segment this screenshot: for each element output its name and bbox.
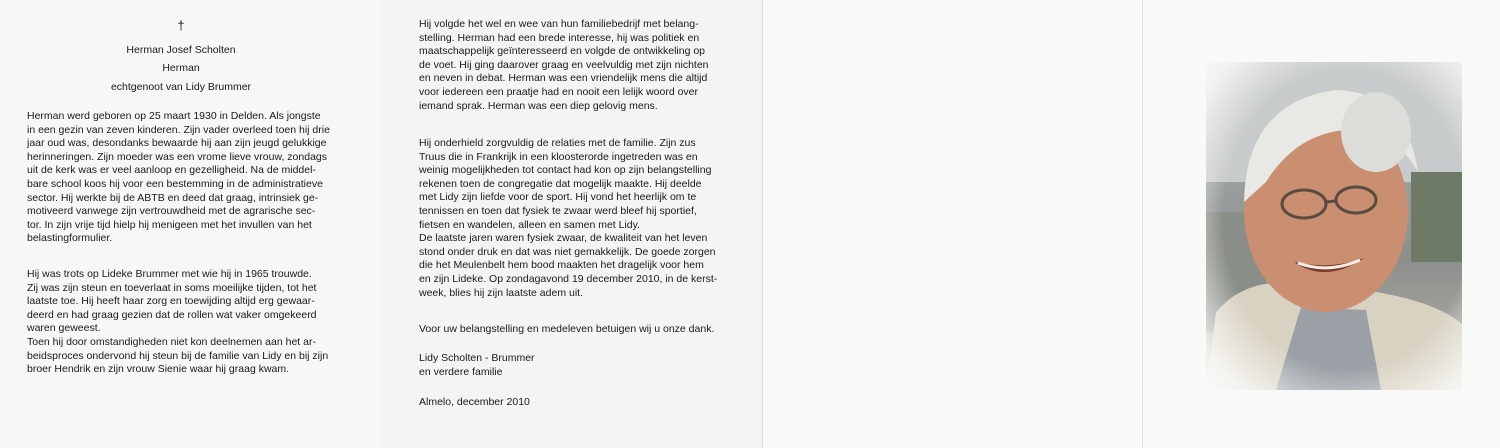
text-line: voor iedereen een praatje had en nooit een lelijk woord over xyxy=(419,85,699,98)
text-line: beidsproces ondervond hij steun bij de familie van Lidy en bij zijn xyxy=(27,349,329,362)
biography-paragraph-3 xyxy=(419,18,731,113)
spouse-line: echtgenoot van Lidy Brummer xyxy=(110,81,252,93)
text-line: waren geweest. xyxy=(27,322,101,335)
text-line: herinneringen. Zijn moeder was een vrome lieve vrouw, zondags xyxy=(27,150,327,163)
signature-line: Lidy Scholten - Brummer xyxy=(419,352,535,364)
text-line: Hij volgde het wel en wee van hun familiebedrijf met belang- xyxy=(419,18,699,30)
text-line: Zij was zijn steun en toeverlaat in soms moeilijke tijden, tot het xyxy=(27,281,317,294)
text-line: en zijn Lideke. Op zondagavond 19 december 2010, in de kerst- xyxy=(419,272,718,285)
text-line: rekenen toen de congregatie dat mogelijk maakte. Hij deelde xyxy=(419,177,702,190)
text-line: Toen hij door omstandigheden niet kon deelnemen aan het ar- xyxy=(27,335,316,348)
text-line: deerd en had graag gezien dat de rollen wat vaker omgekeerd xyxy=(27,308,317,321)
text-line: broer Hendrik en zijn vrouw Sienie waar hij graag kwam. xyxy=(27,363,290,376)
text-line: maatschappelijk geïnteresseerd en volgde de ontwikkeling op xyxy=(419,45,706,58)
text-line: iemand sprak. Herman was een diep gelovig mens. xyxy=(419,99,658,112)
text-line: de voet. Hij ging daarover graag en veelvuldig met zijn nichten xyxy=(419,58,709,71)
fold-line xyxy=(762,0,763,448)
text-line: uit de kerk was er veel aanloop en gezelligheid. Na de middel- xyxy=(27,164,316,177)
text-line: met Lidy zijn liefde voor de sport. Hij vond het heerlijk om te xyxy=(419,191,697,204)
text-line: fietsen en wandelen, alleen en samen met Lidy. xyxy=(419,218,641,231)
text-line: De laatste jaren waren fysiek zwaar, de kwaliteit van het leven xyxy=(419,232,708,245)
biography-paragraph-1 xyxy=(27,110,365,246)
text-line: laatste toe. Hij heeft haar zorg en toewijding altijd erg gewaar- xyxy=(27,295,315,308)
photo-vignette xyxy=(1206,62,1462,390)
biography-paragraph-2 xyxy=(27,268,365,377)
text-line: motiveerd vanwege zijn vertrouwdheid met de agrarische sec- xyxy=(27,205,316,218)
text-line: in een gezin van zeven kinderen. Zijn vader overleed toen hij drie xyxy=(27,123,330,136)
portrait-photo xyxy=(1206,62,1462,390)
thanks-text: Voor uw belangstelling en medeleven betuigen wij u onze dank. xyxy=(419,323,715,335)
signature-line: en verdere familie xyxy=(419,365,503,378)
text-line: weinig mogelijkheden tot contact had kon op zijn belangstelling xyxy=(419,164,712,177)
text-line: en neven in debat. Herman was een vriendelijk mens die altijd xyxy=(419,72,708,85)
biography-paragraph-4 xyxy=(419,137,731,300)
deceased-name: Herman Josef Scholten xyxy=(126,44,236,56)
text-line: belastingformulier. xyxy=(27,232,113,245)
text-line: Hij was trots op Lideke Brummer met wie hij in 1965 trouwde. xyxy=(27,268,312,280)
text-line: Herman werd geboren op 25 maart 1930 in Delden. Als jongste xyxy=(27,110,321,122)
place-date: Almelo, december 2010 xyxy=(419,396,530,408)
text-line: tor. In zijn vrije tijd hielp hij menigeen met het invullen van het xyxy=(27,218,312,231)
signature xyxy=(419,352,669,379)
deceased-nickname: Herman xyxy=(162,62,200,74)
text-line: tennissen en toen dat fysiek te zwaar werd bleef hij sportief, xyxy=(419,204,697,217)
text-line: stond onder druk en dat was niet gemakkelijk. De goede zorgen xyxy=(419,245,716,258)
text-line: jaar oud was, desondanks bewaarde hij aan zijn jeugd gelukkige xyxy=(27,137,327,150)
text-line: sector. Hij werkte bij de ABTB en deed dat graag, intrinsiek ge- xyxy=(27,191,319,204)
text-line: Hij onderhield zorgvuldig de relaties met de familie. Zijn zus xyxy=(419,137,696,149)
text-line: Truus die in Frankrijk in een kloosterorde ingetreden was en xyxy=(419,150,698,163)
blank-page xyxy=(762,0,1142,448)
text-line: die het Meulenbelt hem bood maakten het dragelijk voor hem xyxy=(419,259,704,272)
text-line: bare school koos hij voor een bestemming in de administratieve xyxy=(27,177,323,190)
text-line: stelling. Herman had een brede interesse, hij was politiek en xyxy=(419,31,700,44)
text-line: week, blies hij zijn laatste adem uit. xyxy=(419,286,583,299)
cross-icon: † xyxy=(177,18,185,33)
